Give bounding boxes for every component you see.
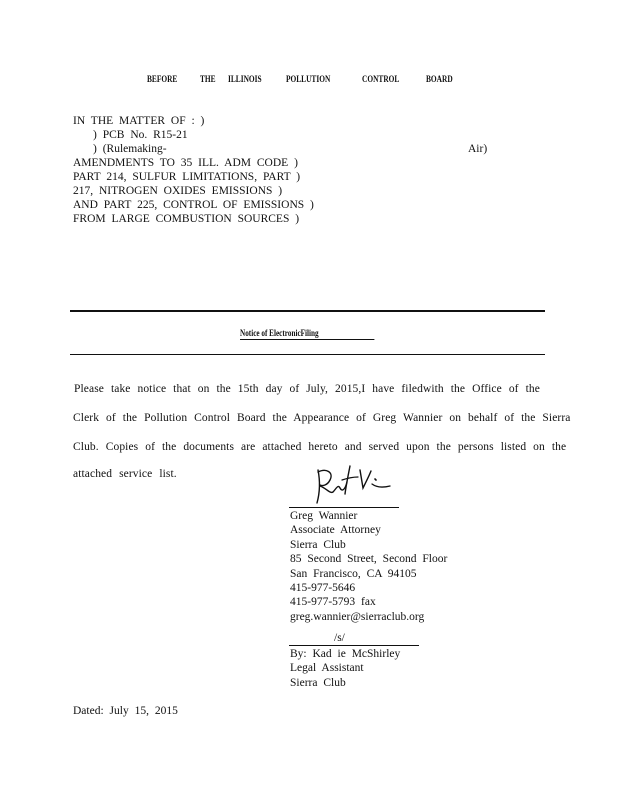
signer-title: Associate Attorney <box>290 524 381 537</box>
header-word-illinois: ILLINOIS <box>228 74 262 84</box>
caption-line-air: Air) <box>468 143 488 155</box>
signer-email: greg.wannier@sierraclub.org <box>290 610 425 623</box>
header-word-before: BEFORE <box>147 74 178 84</box>
signer-org: Sierra Club <box>290 538 346 551</box>
notice-body-line: Clerk of the Pollution Control Board the Appearance of Greg Wannier on behalf of the Sierra <box>73 412 571 424</box>
header-word-board: BOARD <box>426 74 453 84</box>
notice-body-line: Please take notice that on the 15th day of July, 2015,I have filedwith the Office of the <box>74 383 540 395</box>
header-word-the: THE <box>200 74 216 84</box>
by-title: Legal Assistant <box>290 662 364 675</box>
notice-body-line: Club. Copies of the documents are attached hereto and served upon the persons listed on the <box>73 441 567 453</box>
by-org: Sierra Club <box>290 676 346 689</box>
s-signature-line <box>289 645 419 646</box>
s-signature-mark: /s/ <box>334 632 345 644</box>
signer-address-1: 85 Second Street, Second Floor <box>290 553 448 566</box>
by-line: By: Kad ie McShirley <box>290 648 401 660</box>
caption-line-part-225: AND PART 225, CONTROL OF EMISSIONS ) <box>73 199 314 211</box>
signer-fax: 415-977-5793 fax <box>290 596 376 609</box>
by-block <box>290 647 400 690</box>
caption-line-rulemaking: ) (Rulemaking- <box>93 143 167 155</box>
notice-body-line: attached service list. <box>73 468 177 480</box>
header-word-control: CONTROL <box>362 74 400 84</box>
dated-line: Dated: July 15, 2015 <box>73 705 178 717</box>
caption-line-pcb: ) PCB No. R15-21 <box>93 129 188 141</box>
top-rule <box>70 310 545 312</box>
bottom-rule <box>70 354 545 355</box>
notice-title: Notice of ElectronicFiling <box>240 328 374 340</box>
caption-line-part-214: PART 214, SULFUR LIMITATIONS, PART ) <box>73 171 301 183</box>
header-word-pollution: POLLUTION <box>286 74 331 84</box>
signer-name: Greg Wannier <box>290 510 358 522</box>
signature-block <box>290 509 447 624</box>
signer-phone: 415-977-5646 <box>290 582 356 595</box>
caption-line-amendments: AMENDMENTS TO 35 ILL. ADM CODE ) <box>73 157 298 169</box>
caption-line-matter: IN THE MATTER OF : ) <box>73 115 205 127</box>
caption-line-part-217: 217, NITROGEN OXIDES EMISSIONS ) <box>73 185 283 197</box>
handwritten-signature <box>290 462 400 508</box>
signer-address-2: San Francisco, CA 94105 <box>290 567 417 580</box>
caption-line-sources: FROM LARGE COMBUSTION SOURCES ) <box>73 213 300 225</box>
signature-line <box>289 507 399 508</box>
